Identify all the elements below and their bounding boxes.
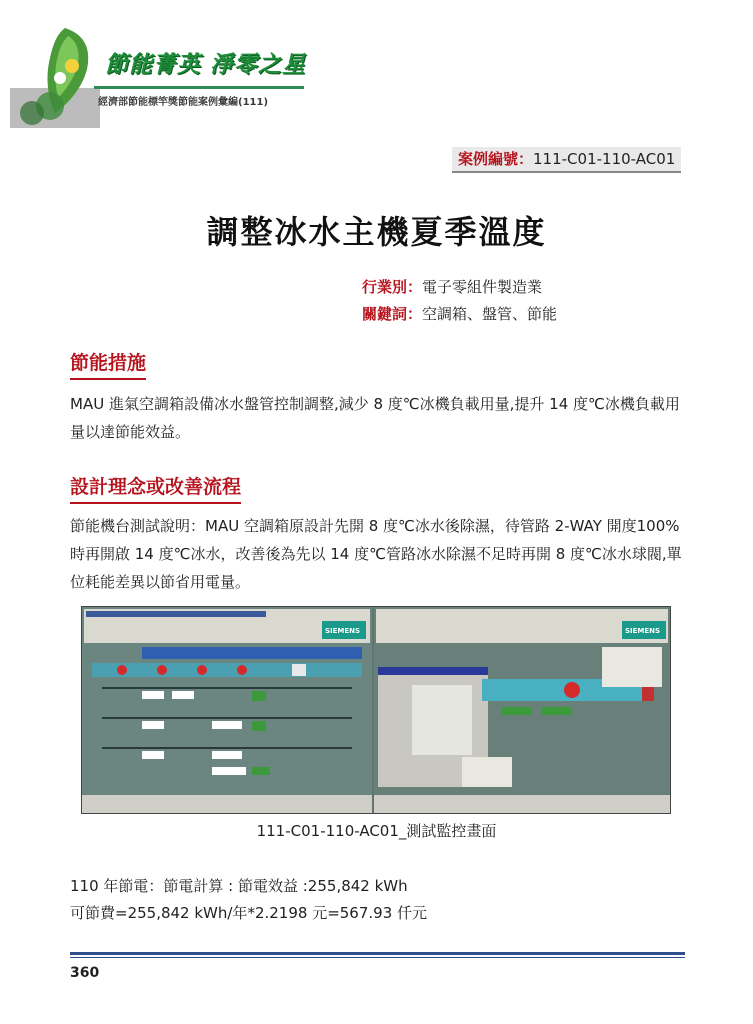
logo-title: 節能菁英 淨零之星	[105, 51, 307, 78]
figure-caption: 111-C01-110-AC01_測試監控畫面	[256, 822, 497, 840]
logo-subtitle: 經濟部節能標竿獎節能案例彙編(111)	[98, 97, 269, 108]
footer-rule-thin	[70, 957, 685, 958]
taiwan-island-icon	[10, 18, 110, 133]
keywords-value: 空調箱、盤管、節能	[422, 305, 558, 323]
case-number-label: 案例編號：	[458, 150, 534, 168]
left-panel-brand: SIEMENS	[325, 627, 361, 635]
measures-text: MAU 進氣空調箱設備冰水盤管控制調整,減少 8 度℃冰機負載用量,提升 14 度℃冰機負載用量以達節能效益。	[70, 395, 680, 441]
keywords-line	[362, 303, 557, 324]
industry-label: 行業別：	[362, 278, 423, 296]
section-heading-measures: 節能措施	[70, 348, 146, 380]
logo-divider	[94, 86, 304, 89]
scada-screen-image	[82, 607, 670, 813]
header-logo	[10, 18, 310, 133]
industry-value: 電子零組件製造業	[422, 278, 543, 296]
keywords-label: 關鍵詞：	[362, 305, 423, 323]
footer-rule	[70, 952, 685, 955]
case-number-value: 111-C01-110-AC01	[533, 150, 676, 168]
section-heading-design: 設計理念或改善流程	[70, 472, 241, 504]
design-text: 節能機台測試說明：MAU 空調箱原設計先開 8 度℃冰水後除濕，待管路 2-WAY 開度100%時再開啟 14 度℃冰水，改善後為先以 14 度℃管路冰水除濕不足時再開 8 度℃冰水球閥,單位耗能差異以節省用電量。	[70, 517, 682, 591]
results-line-2: 可節費=255,842 kWh/年*2.2198 元=567.93 仟元	[70, 904, 428, 922]
monitoring-screenshot	[81, 606, 671, 814]
case-number-box	[452, 147, 681, 173]
page-number: 360	[70, 965, 100, 981]
results-line-1: 110 年節電：節電計算 : 節電效益 :255,842 kWh	[70, 877, 408, 895]
right-panel-brand: SIEMENS	[625, 627, 661, 635]
page-title: 調整冰水主機夏季溫度	[206, 213, 547, 251]
industry-line	[362, 276, 542, 297]
